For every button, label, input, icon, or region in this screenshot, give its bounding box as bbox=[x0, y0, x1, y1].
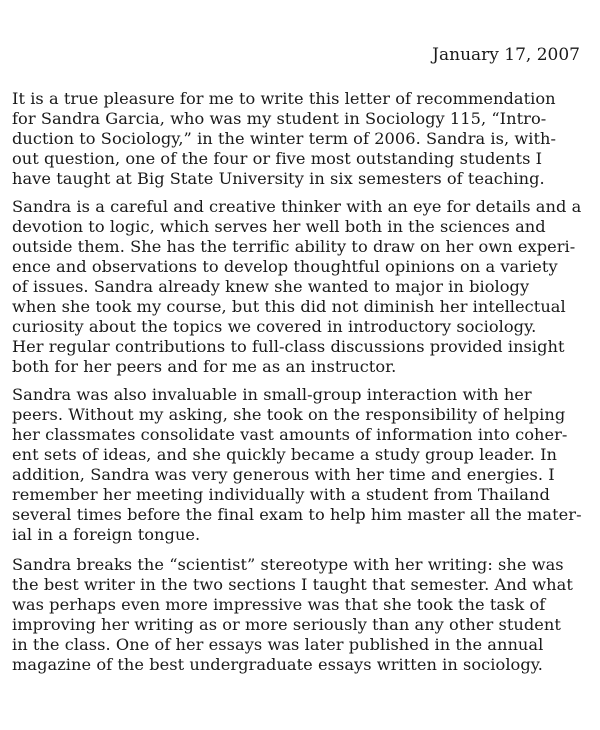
text-line: both for her peers and for me as an instructor. bbox=[12, 357, 397, 376]
text-line: ence and observations to develop thoughtful opinions on a variety bbox=[12, 257, 558, 276]
text-line: Sandra is a careful and creative thinker with an eye for details and a bbox=[12, 197, 582, 216]
text-line: her classmates consolidate vast amounts of information into coher- bbox=[12, 425, 568, 444]
text-line: Her regular contributions to full-class discussions provided insight bbox=[12, 337, 565, 356]
paragraph-1 bbox=[12, 89, 590, 189]
text-line: the best writer in the two sections I taught that semester. And what bbox=[12, 575, 573, 594]
text-line: several times before the final exam to help him master all the mater- bbox=[12, 505, 582, 524]
text-line: peers. Without my asking, she took on the responsibility of helping bbox=[12, 405, 566, 424]
text-line: duction to Sociology,” in the winter term of 2006. Sandra is, with- bbox=[12, 129, 557, 148]
letter-date: January 17, 2007 bbox=[432, 45, 580, 65]
text-line: for Sandra Garcia, who was my student in Sociology 115, “Intro- bbox=[12, 109, 547, 128]
text-line: remember her meeting individually with a student from Thailand bbox=[12, 485, 550, 504]
paragraph-2 bbox=[12, 197, 590, 377]
text-line: addition, Sandra was very generous with her time and energies. I bbox=[12, 465, 555, 484]
text-line: of issues. Sandra already knew she wanted to major in biology bbox=[12, 277, 530, 296]
text-line: curiosity about the topics we covered in introductory sociology. bbox=[12, 317, 537, 336]
text-line: in the class. One of her essays was later published in the annual bbox=[12, 635, 544, 654]
text-line: devotion to logic, which serves her well both in the sciences and bbox=[12, 217, 546, 236]
text-line: outside them. She has the terrific ability to draw on her own experi- bbox=[12, 237, 576, 256]
text-line: improving her writing as or more seriously than any other student bbox=[12, 615, 561, 634]
text-line: Sandra was also invaluable in small-group interaction with her bbox=[12, 385, 532, 404]
text-line: magazine of the best undergraduate essays written in sociology. bbox=[12, 655, 543, 674]
text-line: It is a true pleasure for me to write this letter of recommendation bbox=[12, 89, 556, 108]
text-line: when she took my course, but this did not diminish her intellectual bbox=[12, 297, 566, 316]
text-line: Sandra breaks the “scientist” stereotype with her writing: she was bbox=[12, 555, 564, 574]
text-line: was perhaps even more impressive was that she took the task of bbox=[12, 595, 546, 614]
text-line: out question, one of the four or five most outstanding students I bbox=[12, 149, 543, 168]
text-line: ial in a foreign tongue. bbox=[12, 525, 201, 544]
text-line: ent sets of ideas, and she quickly became a study group leader. In bbox=[12, 445, 558, 464]
text-line: have taught at Big State University in six semesters of teaching. bbox=[12, 169, 545, 188]
paragraph-3 bbox=[12, 385, 590, 545]
paragraph-4 bbox=[12, 555, 590, 675]
